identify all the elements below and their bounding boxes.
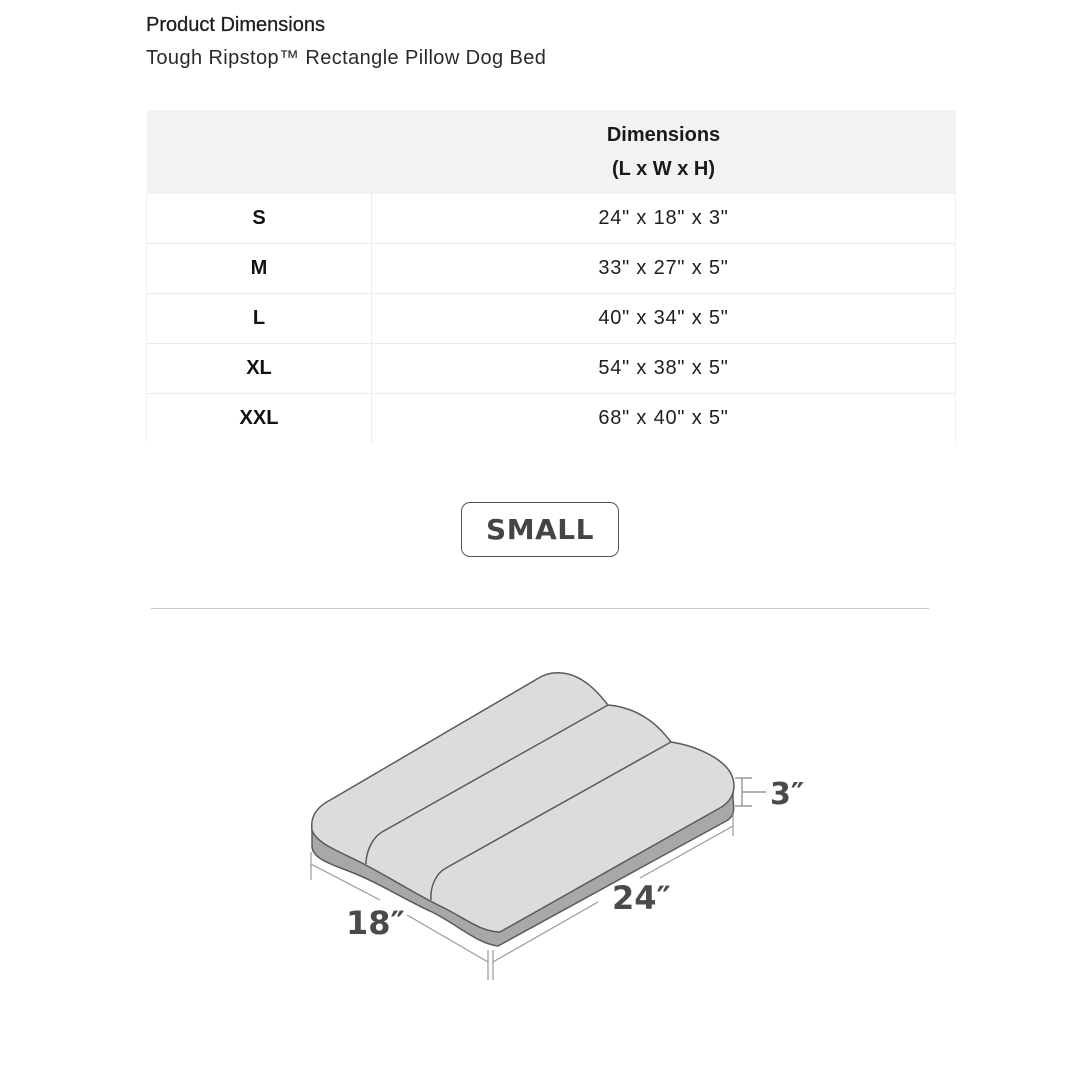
table-header-row (147, 110, 956, 194)
dimensions-cell: 40" x 34" x 5" (372, 294, 956, 344)
dimensions-table (146, 110, 956, 443)
table-row (147, 294, 956, 344)
page-title: Product Dimensions (146, 14, 325, 36)
header-dimensions-label: Dimensions (606, 124, 721, 146)
size-cell: M (147, 244, 372, 294)
dimensions-cell: 33" x 27" x 5" (372, 244, 956, 294)
length-label: 24″ (612, 879, 671, 917)
dog-bed-diagram (290, 660, 820, 990)
table-header-dimensions (372, 110, 956, 194)
size-small-button[interactable]: SMALL (461, 502, 619, 557)
table-row (147, 244, 956, 294)
table-row (147, 344, 956, 394)
size-cell: L (147, 294, 372, 344)
table-row (147, 194, 956, 244)
table-header-size (147, 110, 372, 194)
table-row (147, 394, 956, 444)
dimensions-cell: 24" x 18" x 3" (372, 194, 956, 244)
size-cell: XXL (147, 394, 372, 444)
dimensions-cell: 54" x 38" x 5" (372, 344, 956, 394)
width-label: 18″ (346, 904, 405, 942)
dimensions-cell: 68" x 40" x 5" (372, 394, 956, 444)
section-divider (151, 608, 929, 609)
product-name: Tough Ripstop™ Rectangle Pillow Dog Bed (146, 47, 547, 69)
header-dimensions-units: (L x W x H) (612, 158, 715, 180)
height-label: 3″ (770, 777, 805, 812)
size-cell: XL (147, 344, 372, 394)
size-cell: S (147, 194, 372, 244)
